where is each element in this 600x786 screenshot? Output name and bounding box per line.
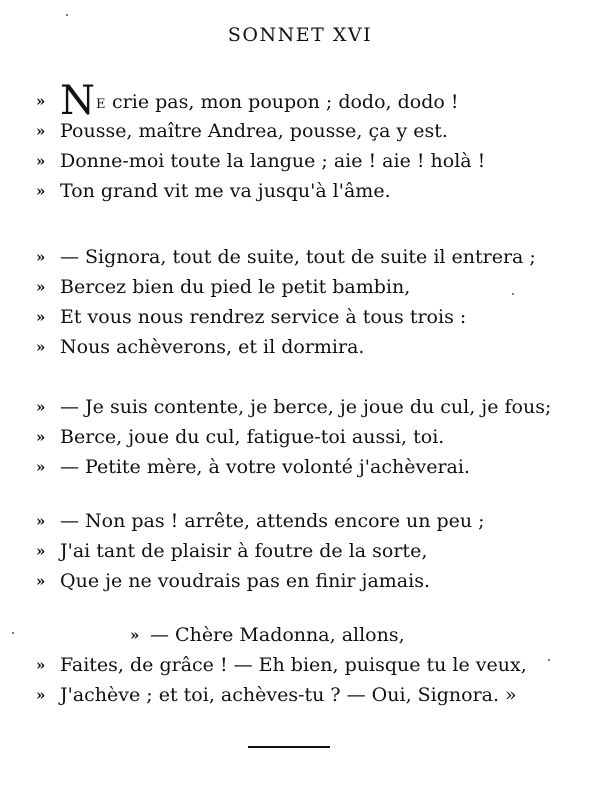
line-text: Et vous nous rendrez service à tous trois : — [60, 306, 467, 328]
quote-mark: » — [36, 398, 46, 416]
scan-speck — [66, 14, 68, 16]
quote-mark: » — [36, 512, 46, 530]
quote-mark: » — [36, 182, 46, 200]
quote-mark: » — [36, 152, 46, 170]
small-capital: E — [96, 97, 106, 112]
poem-line — [0, 650, 600, 680]
line-text: Bercez bien du pied le petit bambin, — [60, 276, 411, 298]
quote-mark: » — [36, 122, 46, 140]
poem-line — [0, 392, 600, 422]
poem-line — [0, 506, 600, 536]
quote-mark: » — [36, 308, 46, 326]
line-text: Donne-moi toute la langue ; aie ! aie ! holà ! — [60, 150, 486, 172]
line-text: Pousse, maître Andrea, pousse, ça y est. — [60, 120, 448, 142]
quote-mark: » — [36, 656, 46, 674]
poem-line — [0, 302, 600, 332]
line-text: Berce, joue du cul, fatigue-toi aussi, toi. — [60, 426, 445, 448]
line-text: Nous achèverons, et il dormira. — [60, 336, 365, 358]
opening-line-text: crie pas, mon poupon ; dodo, dodo ! — [106, 91, 459, 113]
poem-line — [0, 422, 600, 452]
scan-speck — [12, 632, 14, 634]
poem-line — [0, 272, 600, 302]
quote-mark: » — [36, 572, 46, 590]
poem-line — [0, 620, 600, 650]
quote-mark: » — [36, 686, 46, 704]
poem-line — [0, 332, 600, 362]
line-text: J'ai tant de plaisir à foutre de la sorte, — [60, 540, 428, 562]
scan-speck — [512, 293, 514, 295]
poem-line — [0, 78, 600, 124]
opening-line — [60, 78, 459, 124]
line-text: J'achève ; et toi, achèves-tu ? — Oui, Signora. » — [60, 684, 517, 706]
poem-line — [0, 146, 600, 176]
stanza-5 — [0, 620, 600, 710]
quote-mark: » — [36, 92, 46, 110]
quote-mark: » — [36, 428, 46, 446]
stanza-3 — [0, 392, 600, 482]
line-text: Que je ne voudrais pas en finir jamais. — [60, 570, 430, 592]
line-text: Ton grand vit me va jusqu'à l'âme. — [60, 180, 391, 202]
quote-mark: » — [36, 542, 46, 560]
stanza-2 — [0, 242, 600, 362]
poem-line — [0, 566, 600, 596]
stanza-4 — [0, 506, 600, 596]
quote-mark: » — [36, 278, 46, 296]
line-text: Faites, de grâce ! — Eh bien, puisque tu le veux, — [60, 654, 527, 676]
end-rule — [248, 746, 330, 748]
line-text: — Petite mère, à votre volonté j'achèverai. — [60, 456, 470, 478]
line-text: — Non pas ! arrête, attends encore un peu ; — [60, 510, 485, 532]
poem-line — [0, 242, 600, 272]
line-text: — Chère Madonna, allons, — [150, 624, 405, 646]
poem-line — [0, 452, 600, 482]
quote-mark: » — [36, 338, 46, 356]
line-text: — Signora, tout de suite, tout de suite il entrera ; — [60, 246, 536, 268]
scan-speck — [548, 659, 550, 661]
poem-line — [0, 116, 600, 146]
drop-capital: N — [60, 78, 95, 124]
poem-line — [0, 176, 600, 206]
poem-line — [0, 536, 600, 566]
stanza-1 — [0, 78, 600, 206]
poem-title: SONNET XVI — [227, 24, 373, 46]
line-text: — Je suis contente, je berce, je joue du cul, je fous; — [60, 396, 552, 418]
quote-mark: » — [36, 248, 46, 266]
quote-mark: » — [36, 458, 46, 476]
poem-line — [0, 680, 600, 710]
quote-mark: » — [130, 626, 140, 644]
